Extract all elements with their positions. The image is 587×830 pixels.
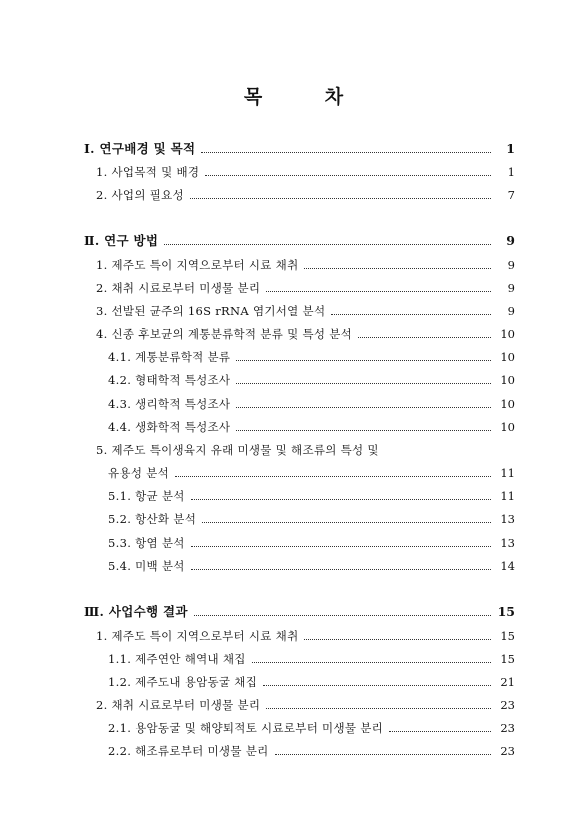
leader-dots xyxy=(266,291,491,292)
toc-entry-text: 4.4. 생화학적 특성조사 xyxy=(108,420,231,434)
toc-entry-text: 2.2. 해조류로부터 미생물 분리 xyxy=(108,744,269,758)
toc-page-number: 11 xyxy=(500,489,515,503)
toc-page-number: 15 xyxy=(500,629,515,643)
toc-page-number: 10 xyxy=(500,420,515,434)
toc-entry[interactable] xyxy=(108,371,515,389)
page-title: 목 차 xyxy=(243,86,372,108)
toc-page-number: 9 xyxy=(507,304,515,318)
leader-dots xyxy=(275,754,491,755)
toc-entry-text: 4.2. 형태학적 특성조사 xyxy=(108,373,231,387)
toc-entry[interactable] xyxy=(96,302,515,320)
toc-page-number: 21 xyxy=(500,675,515,689)
leader-dots xyxy=(175,476,491,477)
leader-dots xyxy=(304,639,491,640)
toc-page-number: 1 xyxy=(506,141,515,156)
toc-entry-text: Ⅱ. 연구 방법 xyxy=(84,233,159,248)
toc-page-number: 15 xyxy=(497,604,515,619)
toc-entry-text: 4. 신종 후보균의 계통분류학적 분류 및 특성 분석 xyxy=(96,327,353,341)
toc-entry[interactable] xyxy=(108,534,515,552)
toc-entry-text: 2. 채취 시료로부터 미생물 분리 xyxy=(96,698,261,712)
toc-entry[interactable] xyxy=(96,279,515,297)
leader-dots xyxy=(331,314,491,315)
toc-entry[interactable] xyxy=(96,696,515,714)
toc-page-number: 13 xyxy=(500,536,515,550)
leader-dots xyxy=(190,198,491,199)
leader-dots xyxy=(201,152,491,153)
toc-page-number: 10 xyxy=(500,373,515,387)
toc-entry[interactable] xyxy=(108,348,515,366)
leader-dots xyxy=(252,662,491,663)
toc-entry-text: 2. 채취 시료로부터 미생물 분리 xyxy=(96,281,261,295)
toc-entry-text: Ⅲ. 사업수행 결과 xyxy=(84,604,188,619)
leader-dots xyxy=(191,569,491,570)
toc-entry[interactable] xyxy=(108,719,515,737)
toc-entry[interactable] xyxy=(96,627,515,645)
toc-entry[interactable] xyxy=(96,256,515,274)
toc-page-number: 9 xyxy=(507,281,515,295)
leader-dots xyxy=(202,522,491,523)
toc-entry-text: 5.1. 항균 분석 xyxy=(108,489,185,503)
leader-dots xyxy=(358,337,491,338)
toc-entry-text: 1. 제주도 특이 지역으로부터 시료 채취 xyxy=(96,258,299,272)
toc-page-number: 15 xyxy=(500,652,515,666)
toc-entry[interactable] xyxy=(108,487,515,505)
toc-entry-text: 5.4. 미백 분석 xyxy=(108,559,185,573)
toc-page-number: 23 xyxy=(500,721,515,735)
leader-dots xyxy=(236,430,491,431)
toc-entry[interactable] xyxy=(84,232,515,250)
leader-dots xyxy=(263,685,491,686)
toc-page-number: 23 xyxy=(500,698,515,712)
leader-dots xyxy=(191,546,491,547)
toc-entry[interactable] xyxy=(108,395,515,413)
toc-entry[interactable] xyxy=(108,742,515,760)
toc-entry[interactable] xyxy=(108,510,515,528)
toc-entry-text: 5.3. 항염 분석 xyxy=(108,536,185,550)
leader-dots xyxy=(236,407,491,408)
toc-page-number: 10 xyxy=(500,397,515,411)
toc-page-number: 9 xyxy=(507,258,515,272)
toc-entry[interactable] xyxy=(108,557,515,575)
leader-dots xyxy=(191,499,491,500)
toc-page-number: 1 xyxy=(507,165,515,179)
leader-dots xyxy=(236,360,491,361)
leader-dots xyxy=(266,708,491,709)
toc-entry-text[interactable]: 5. 제주도 특이생육지 유래 미생물 및 해조류의 특성 및 xyxy=(96,443,379,457)
leader-dots xyxy=(389,731,491,732)
leader-dots xyxy=(304,268,491,269)
toc-entry-text: 1.1. 제주연안 해역내 채집 xyxy=(108,652,246,666)
toc-entry[interactable] xyxy=(96,325,515,343)
toc-entry-text: 1. 사업목적 및 배경 xyxy=(96,165,200,179)
toc-entry-text: 유용성 분석 xyxy=(108,466,169,480)
toc-entry-text: 5.2. 항산화 분석 xyxy=(108,512,197,526)
toc-entry-text: 4.1. 계통분류학적 분류 xyxy=(108,350,231,364)
toc-entry-text: 2.1. 용암동굴 및 해양퇴적토 시료로부터 미생물 분리 xyxy=(108,721,384,735)
toc-page-number: 23 xyxy=(500,744,515,758)
toc-page-number: 10 xyxy=(500,327,515,341)
toc-entry[interactable] xyxy=(108,418,515,436)
toc-entry[interactable] xyxy=(84,140,515,158)
toc-page-number: 7 xyxy=(507,188,515,202)
toc-entry[interactable] xyxy=(96,186,515,204)
toc-entry-text: 1. 제주도 특이 지역으로부터 시료 채취 xyxy=(96,629,299,643)
toc-page-number: 14 xyxy=(500,559,515,573)
leader-dots xyxy=(164,244,491,245)
toc-page-number: 10 xyxy=(500,350,515,364)
toc-entry[interactable] xyxy=(96,163,515,181)
leader-dots xyxy=(205,175,491,176)
toc-entry[interactable] xyxy=(84,603,515,621)
toc-entry-text: I. 연구배경 및 목적 xyxy=(84,141,196,156)
toc-entry[interactable] xyxy=(108,464,515,482)
toc-entry-text: 2. 사업의 필요성 xyxy=(96,188,184,202)
leader-dots xyxy=(194,615,491,616)
toc-entry-text: 4.3. 생리학적 특성조사 xyxy=(108,397,231,411)
toc-page-number: 9 xyxy=(506,233,515,248)
toc-entry-text: 1.2. 제주도내 용암동굴 채집 xyxy=(108,675,258,689)
toc-page-number: 11 xyxy=(500,466,515,480)
toc-entry-text: 3. 선발된 균주의 16S rRNA 염기서열 분석 xyxy=(96,304,326,318)
toc-page-number: 13 xyxy=(500,512,515,526)
leader-dots xyxy=(236,383,491,384)
toc-entry[interactable] xyxy=(108,673,515,691)
toc-entry[interactable] xyxy=(108,650,515,668)
